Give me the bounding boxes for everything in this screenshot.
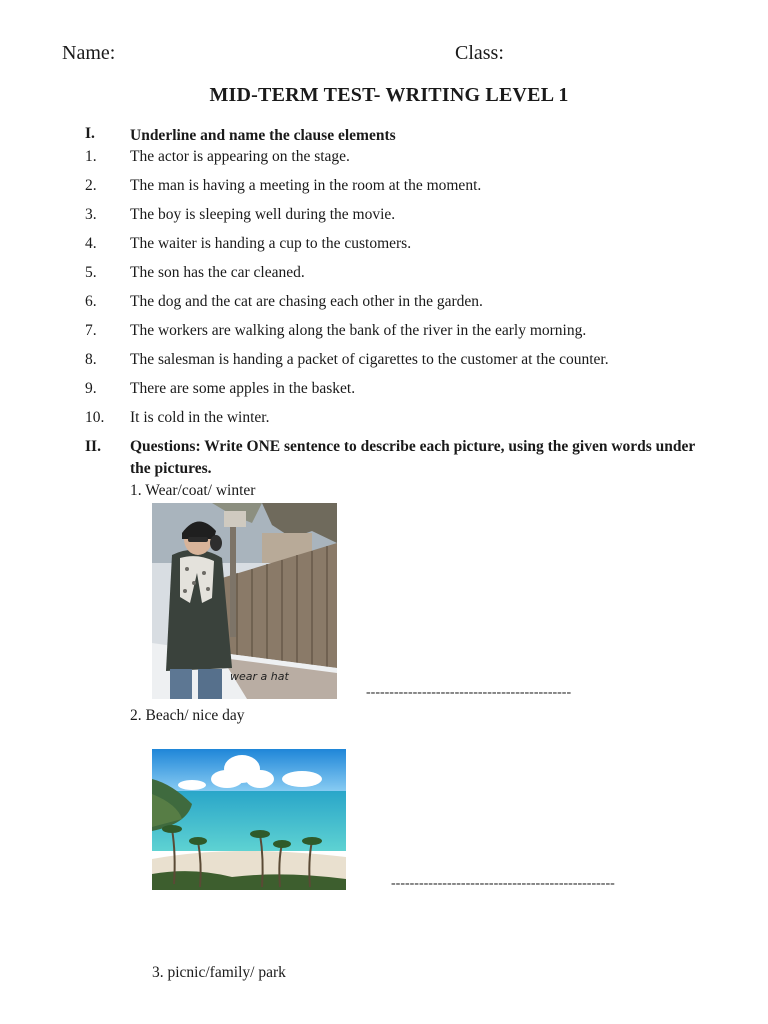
picture-1-label: 1. Wear/coat/ winter bbox=[130, 482, 256, 499]
class-label: Class: bbox=[455, 42, 504, 64]
list-item-text: It is cold in the winter. bbox=[130, 409, 270, 426]
list-item-number: 5. bbox=[85, 264, 97, 281]
list-item-number: 3. bbox=[85, 206, 97, 223]
section-1-number: I. bbox=[85, 125, 95, 142]
page-title: MID-TERM TEST- WRITING LEVEL 1 bbox=[209, 84, 569, 106]
list-item-number: 8. bbox=[85, 351, 97, 368]
list-item-text: The workers are walking along the bank of the river in the early morning. bbox=[130, 322, 587, 339]
beach-photo bbox=[152, 749, 346, 890]
picture-3-label: 3. picnic/family/ park bbox=[152, 964, 286, 981]
list-item-text: The dog and the cat are chasing each other in the garden. bbox=[130, 293, 483, 310]
list-item-number: 2. bbox=[85, 177, 97, 194]
list-item-number: 6. bbox=[85, 293, 97, 310]
list-item-text: The salesman is handing a packet of cigarettes to the customer at the counter. bbox=[130, 351, 609, 368]
list-item-number: 9. bbox=[85, 380, 97, 397]
section-2-number: II. bbox=[85, 438, 101, 455]
list-item-text: The man is having a meeting in the room at the moment. bbox=[130, 177, 482, 194]
list-item-text: The boy is sleeping well during the movie. bbox=[130, 206, 396, 223]
section-1-heading: Underline and name the clause elements bbox=[130, 127, 396, 144]
picture-2-label: 2. Beach/ nice day bbox=[130, 707, 245, 724]
winter-coat-photo bbox=[152, 503, 337, 699]
list-item-text: There are some apples in the basket. bbox=[130, 380, 356, 397]
list-item-text: The son has the car cleaned. bbox=[130, 264, 305, 281]
name-label: Name: bbox=[62, 42, 116, 64]
photo-caption: wear a hat bbox=[230, 670, 289, 683]
list-item-number: 1. bbox=[85, 148, 97, 165]
list-item-number: 7. bbox=[85, 322, 97, 339]
list-item-number: 10. bbox=[85, 409, 105, 426]
list-item-text: The waiter is handing a cup to the customers. bbox=[130, 235, 412, 252]
list-item-number: 4. bbox=[85, 235, 97, 252]
list-item-text: The actor is appearing on the stage. bbox=[130, 148, 350, 165]
answer-line-2[interactable]: ------------------------------------------------ bbox=[391, 876, 615, 891]
answer-line-1[interactable]: -------------------------------------------- bbox=[366, 685, 572, 700]
section-2-heading: Questions: Write ONE sentence to describe each picture, using the given words under the pictures. bbox=[130, 438, 696, 477]
